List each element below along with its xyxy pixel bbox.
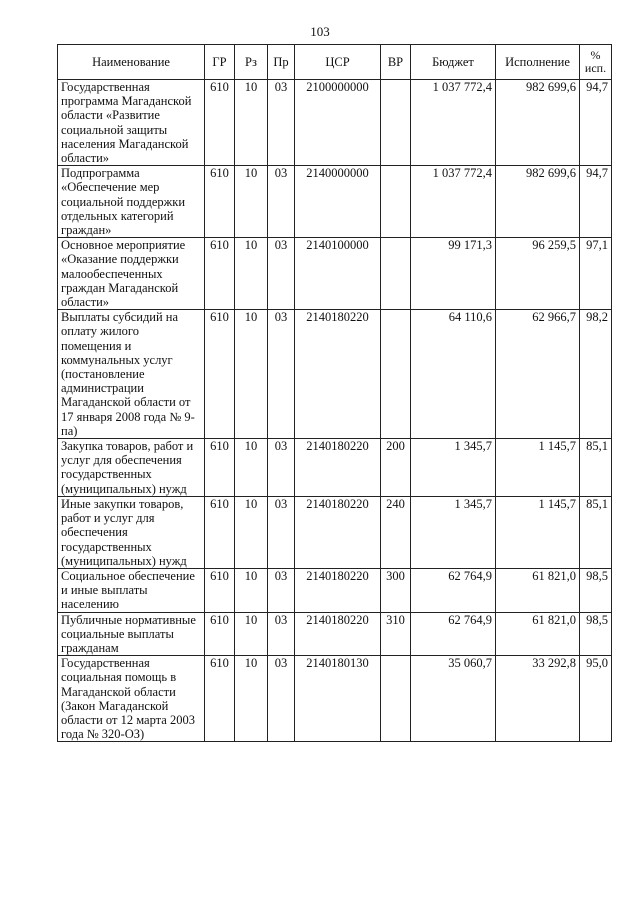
cell-csr: 2100000000	[295, 80, 381, 166]
header-csr: ЦСР	[295, 45, 381, 80]
cell-rz: 10	[235, 166, 268, 238]
cell-vr	[381, 310, 411, 439]
header-percent-label: исп.	[584, 61, 607, 75]
page-number: 103	[310, 24, 330, 39]
header-pr: Пр	[268, 45, 295, 80]
cell-budget: 1 037 772,4	[411, 166, 496, 238]
cell-csr: 2140100000	[295, 238, 381, 310]
cell-gr: 610	[205, 166, 235, 238]
cell-percent: 98,5	[580, 612, 612, 656]
cell-vr: 310	[381, 612, 411, 656]
cell-rz: 10	[235, 80, 268, 166]
cell-budget: 35 060,7	[411, 656, 496, 742]
cell-csr: 2140180220	[295, 439, 381, 497]
header-gr: ГР	[205, 45, 235, 80]
cell-execution: 1 145,7	[496, 439, 580, 497]
cell-percent: 97,1	[580, 238, 612, 310]
table-row	[58, 166, 612, 238]
table-row	[58, 238, 612, 310]
cell-rz: 10	[235, 310, 268, 439]
cell-vr: 200	[381, 439, 411, 497]
cell-csr: 2140180220	[295, 612, 381, 656]
cell-name: Выплаты субсидий на оплату жилого помещения и коммунальных услуг (постановление администрации Магаданской области от 17 января 2008 года № 9-па)	[58, 310, 205, 439]
cell-pr: 03	[268, 656, 295, 742]
cell-pr: 03	[268, 496, 295, 568]
cell-percent: 94,7	[580, 80, 612, 166]
cell-rz: 10	[235, 496, 268, 568]
cell-percent: 85,1	[580, 439, 612, 497]
cell-pr: 03	[268, 568, 295, 612]
cell-gr: 610	[205, 439, 235, 497]
cell-vr: 300	[381, 568, 411, 612]
table-row	[58, 568, 612, 612]
cell-pr: 03	[268, 166, 295, 238]
cell-percent: 95,0	[580, 656, 612, 742]
header-percent	[580, 45, 612, 80]
cell-vr	[381, 238, 411, 310]
cell-budget: 99 171,3	[411, 238, 496, 310]
cell-vr: 240	[381, 496, 411, 568]
cell-execution: 62 966,7	[496, 310, 580, 439]
cell-name: Публичные нормативные социальные выплаты гражданам	[58, 612, 205, 656]
cell-name: Иные закупки товаров, работ и услуг для обеспечения государственных (муниципальных) нужд	[58, 496, 205, 568]
cell-csr: 2140180220	[295, 496, 381, 568]
cell-name: Государственная социальная помощь в Магаданской области (Закон Магаданской области от 12 марта 2003 года № 320-ОЗ)	[58, 656, 205, 742]
cell-budget: 1 037 772,4	[411, 80, 496, 166]
cell-csr: 2140180220	[295, 568, 381, 612]
header-execution: Исполнение	[496, 45, 580, 80]
cell-name: Государственная программа Магаданской области «Развитие социальной защиты населения Магаданской области»	[58, 80, 205, 166]
cell-pr: 03	[268, 310, 295, 439]
cell-name: Подпрограмма «Обеспечение мер социальной поддержки отдельных категорий граждан»	[58, 166, 205, 238]
header-rz: Рз	[235, 45, 268, 80]
cell-gr: 610	[205, 496, 235, 568]
header-name: Наименование	[58, 45, 205, 80]
cell-budget: 1 345,7	[411, 439, 496, 497]
cell-execution: 982 699,6	[496, 80, 580, 166]
table-row	[58, 310, 612, 439]
table-body	[58, 80, 612, 742]
header-budget: Бюджет	[411, 45, 496, 80]
table-row	[58, 612, 612, 656]
header-vr: ВР	[381, 45, 411, 80]
cell-pr: 03	[268, 238, 295, 310]
cell-gr: 610	[205, 656, 235, 742]
cell-rz: 10	[235, 568, 268, 612]
table-row	[58, 656, 612, 742]
cell-gr: 610	[205, 310, 235, 439]
cell-gr: 610	[205, 80, 235, 166]
cell-pr: 03	[268, 439, 295, 497]
cell-csr: 2140000000	[295, 166, 381, 238]
cell-gr: 610	[205, 612, 235, 656]
cell-execution: 96 259,5	[496, 238, 580, 310]
cell-name: Закупка товаров, работ и услуг для обеспечения государственных (муниципальных) нужд	[58, 439, 205, 497]
cell-budget: 64 110,6	[411, 310, 496, 439]
cell-gr: 610	[205, 568, 235, 612]
cell-rz: 10	[235, 238, 268, 310]
cell-percent: 98,2	[580, 310, 612, 439]
table-row	[58, 80, 612, 166]
cell-rz: 10	[235, 612, 268, 656]
cell-budget: 1 345,7	[411, 496, 496, 568]
cell-budget: 62 764,9	[411, 612, 496, 656]
cell-rz: 10	[235, 439, 268, 497]
table-row	[58, 439, 612, 497]
cell-percent: 85,1	[580, 496, 612, 568]
header-percent-symbol: %	[590, 48, 601, 62]
cell-execution: 1 145,7	[496, 496, 580, 568]
cell-vr	[381, 656, 411, 742]
cell-budget: 62 764,9	[411, 568, 496, 612]
table-header-row	[58, 45, 612, 80]
cell-percent: 94,7	[580, 166, 612, 238]
cell-execution: 982 699,6	[496, 166, 580, 238]
table-row	[58, 496, 612, 568]
cell-gr: 610	[205, 238, 235, 310]
cell-pr: 03	[268, 80, 295, 166]
cell-percent: 98,5	[580, 568, 612, 612]
cell-vr	[381, 80, 411, 166]
cell-csr: 2140180130	[295, 656, 381, 742]
cell-rz: 10	[235, 656, 268, 742]
cell-execution: 61 821,0	[496, 568, 580, 612]
cell-csr: 2140180220	[295, 310, 381, 439]
cell-name: Социальное обеспечение и иные выплаты населению	[58, 568, 205, 612]
cell-name: Основное мероприятие «Оказание поддержки малообеспеченных граждан Магаданской области»	[58, 238, 205, 310]
cell-vr	[381, 166, 411, 238]
budget-execution-table	[57, 44, 612, 742]
cell-pr: 03	[268, 612, 295, 656]
cell-execution: 33 292,8	[496, 656, 580, 742]
cell-execution: 61 821,0	[496, 612, 580, 656]
